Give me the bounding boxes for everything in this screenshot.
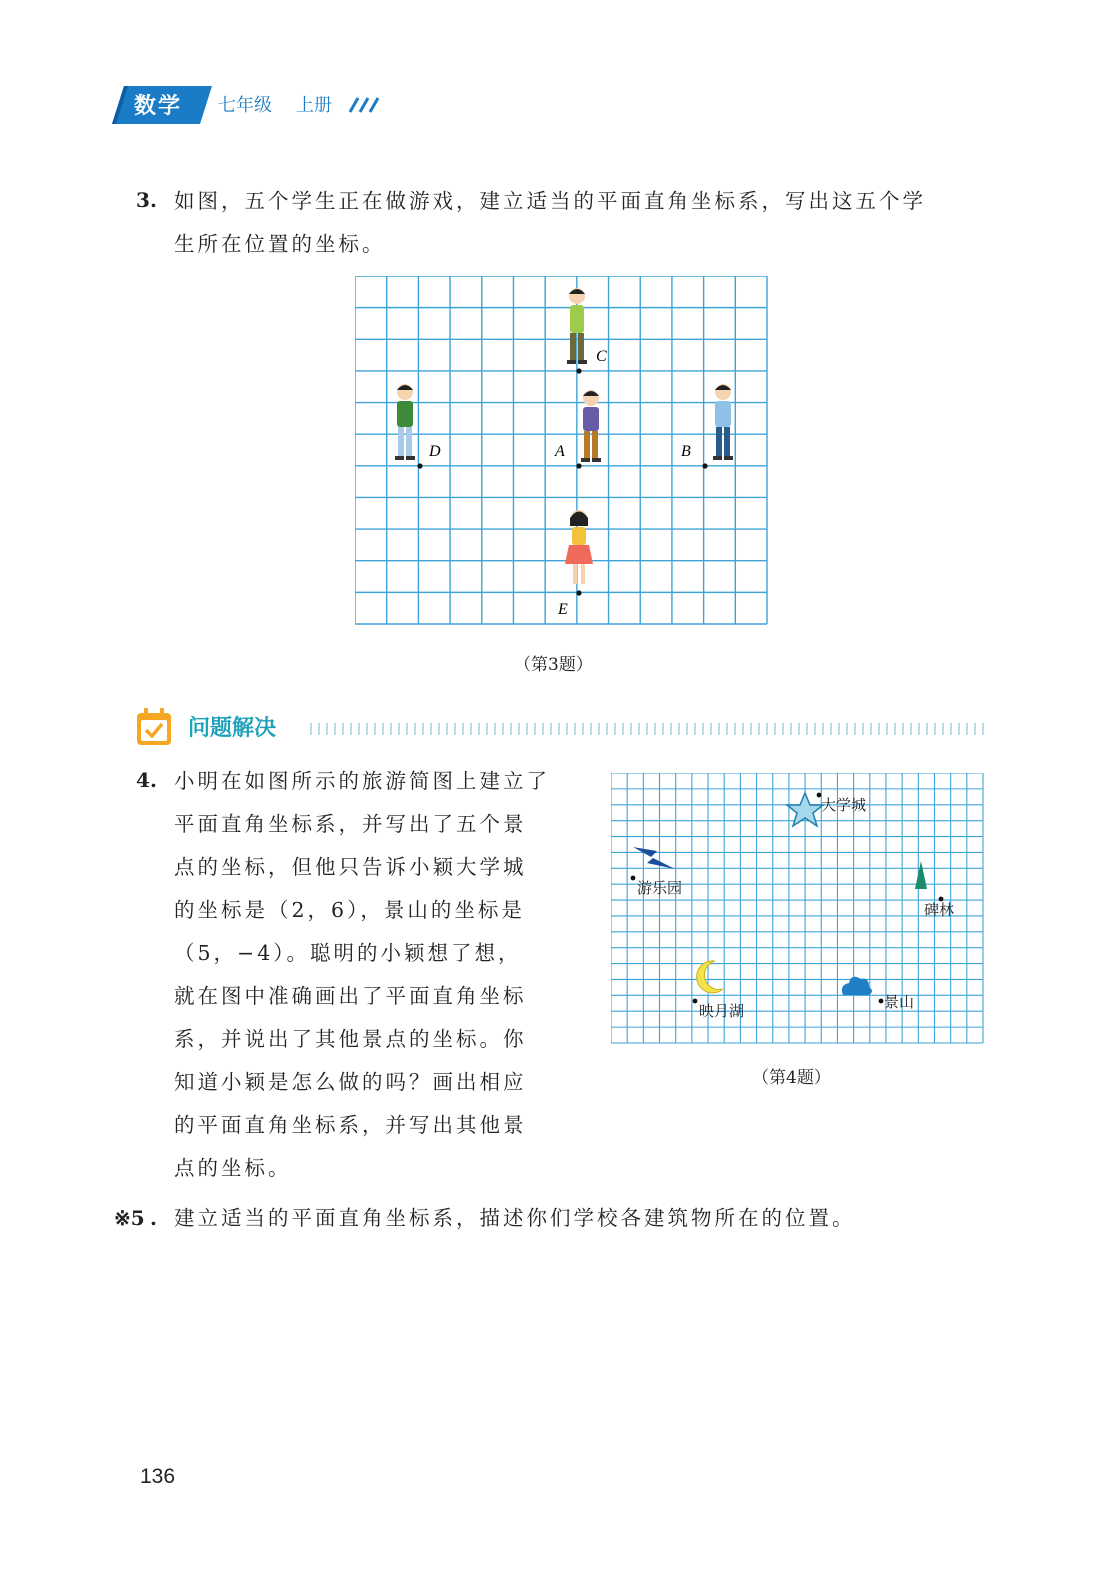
question-4-line: 点的坐标，但他只告诉小颖大学城: [174, 855, 527, 879]
q4-caption: （第4题）: [752, 1068, 831, 1088]
question-3-number: 3: [136, 188, 150, 212]
question-4-line: 小明在如图所示的旅游简图上建立了: [174, 769, 550, 793]
point-d: [417, 463, 422, 468]
point-d-label: D: [429, 443, 441, 460]
student-e-figure: [565, 510, 593, 584]
lightning-icon: [633, 847, 675, 869]
point-c-label: C: [596, 348, 607, 365]
subject-title: 数学: [134, 94, 183, 119]
point-b-label: B: [681, 443, 691, 460]
spot-label-jingshan: 景山: [884, 993, 915, 1011]
question-3-line-2: 生所在位置的坐标。: [174, 232, 386, 256]
question-5-number: ※5: [114, 1206, 145, 1230]
page-header: [112, 86, 412, 126]
question-5-dot: .: [150, 1206, 157, 1230]
question-3-dot: .: [150, 188, 157, 212]
question-4-line: （5，−4）。聪明的小颖想了想，: [174, 941, 522, 965]
point-c: [576, 368, 581, 373]
spot-label-beilin: 碑林: [924, 901, 955, 919]
question-4-line: 点的坐标。: [174, 1156, 292, 1180]
spot-label-daxuecheng: 大学城: [821, 796, 867, 814]
question-4-line: 平面直角坐标系，并写出了五个景: [174, 812, 527, 836]
question-4-line: 的平面直角坐标系，并写出其他景: [174, 1113, 527, 1137]
spot-label-yingyuehu: 映月湖: [699, 1002, 745, 1020]
crescent-moon-icon: [697, 961, 723, 993]
question-4-line: 就在图中准确画出了平面直角坐标: [174, 984, 527, 1008]
q3-grid-figure: [355, 276, 769, 626]
point-a: [576, 463, 581, 468]
question-4-line: 知道小颖是怎么做的吗？画出相应: [174, 1070, 527, 1094]
spot-label-youleyuan: 游乐园: [637, 879, 683, 897]
grade-label: 七年级: [218, 95, 272, 116]
student-d-figure: [395, 384, 415, 460]
point-a-label: A: [555, 443, 565, 460]
q3-caption: （第3题）: [514, 655, 593, 675]
point-e: [576, 590, 581, 595]
question-4-line: 的坐标是（2，6），景山的坐标是: [174, 898, 525, 922]
point-e-label: E: [558, 601, 568, 618]
question-4-line: 系，并说出了其他景点的坐标。你: [174, 1027, 527, 1051]
slash-decoration-icon: [344, 88, 384, 118]
student-a-figure: [581, 390, 601, 462]
section-divider: [310, 723, 986, 735]
question-3-line-1: 如图，五个学生正在做游戏，建立适当的平面直角坐标系，写出这五个学: [174, 189, 926, 213]
q4-map-figure: [611, 773, 985, 1045]
question-4-dot: .: [150, 768, 157, 792]
point-b: [702, 463, 707, 468]
student-b-figure: [713, 384, 733, 460]
section-title: 问题解决: [188, 716, 277, 741]
triangle-icon: [915, 861, 927, 889]
calendar-check-icon: [136, 708, 172, 746]
volume-label: 上册: [296, 95, 332, 116]
question-4-number: 4: [136, 768, 150, 792]
page-number: 136: [140, 1465, 176, 1488]
question-5-text: 建立适当的平面直角坐标系，描述你们学校各建筑物所在的位置。: [174, 1206, 856, 1230]
